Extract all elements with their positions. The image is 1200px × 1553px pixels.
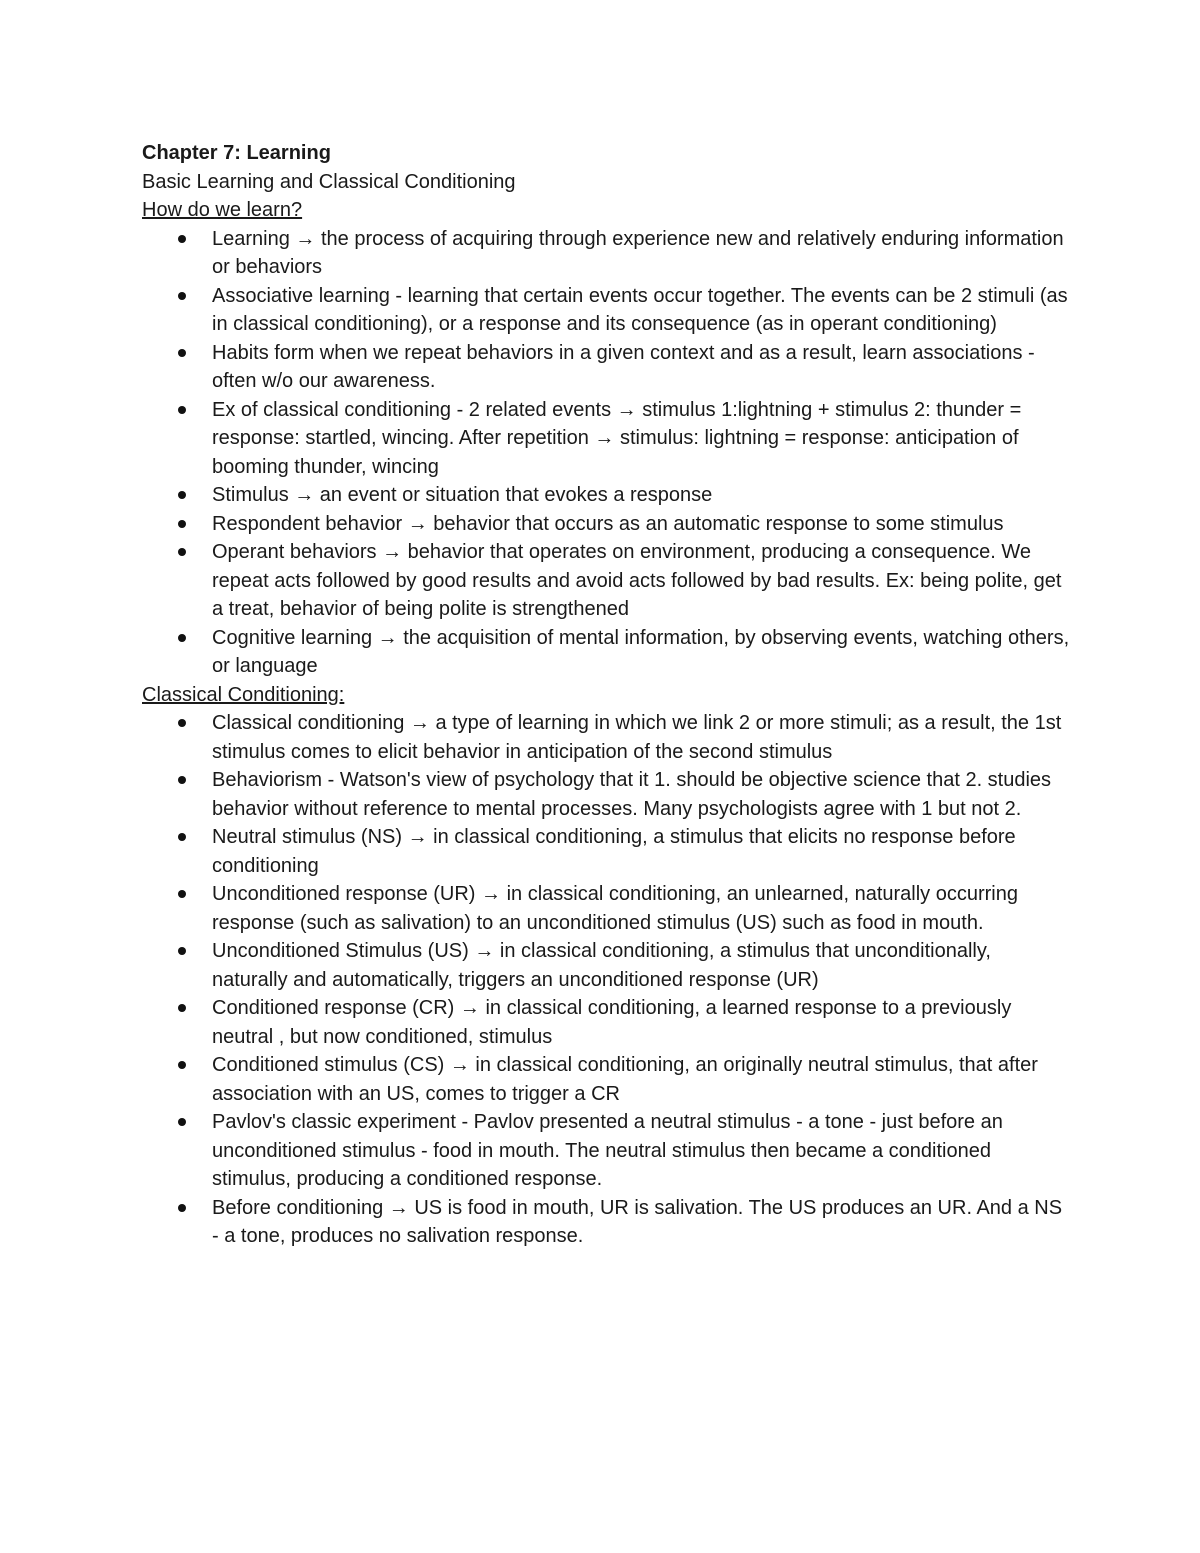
bullet-icon — [178, 548, 186, 556]
document-title: Chapter 7: Learning — [142, 142, 331, 164]
list-item — [212, 880, 1072, 937]
list-item — [212, 1051, 1072, 1108]
bullet-icon — [178, 890, 186, 898]
list-item-text: Behaviorism - Watson's view of psychology that it 1. should be objective science that 2. studies behavior without reference to mental processes. Many psychologists agree with 1 but not 2. — [212, 769, 1052, 820]
bullet-icon — [178, 1004, 186, 1012]
bullet-icon — [178, 1118, 186, 1126]
bullet-icon — [178, 1061, 186, 1069]
list-item-text: Operant behaviors → behavior that operates on environment, producing a consequence. We repeat acts followed by good results and avoid acts followed by bad results. Ex: being polite, get a treat, behavior of being polite is strengthened — [212, 541, 1062, 620]
list-item-text: Conditioned stimulus (CS) → in classical conditioning, an originally neutral stimulus, that after association with an US, comes to trigger a CR — [212, 1054, 1038, 1105]
bullet-icon — [178, 719, 186, 727]
bullet-icon — [178, 235, 186, 243]
list-item — [212, 282, 1072, 339]
list-item-text: Pavlov's classic experiment - Pavlov presented a neutral stimulus - a tone - just before an unconditioned stimulus - food in mouth. The neutral stimulus then became a conditioned stimulus, producing a conditioned response. — [212, 1111, 1003, 1190]
list-item — [212, 339, 1072, 396]
list-item — [212, 994, 1072, 1051]
list-item — [212, 481, 1072, 510]
bullet-icon — [178, 833, 186, 841]
list-item-text: Conditioned response (CR) → in classical conditioning, a learned response to a previously neutral , but now conditioned, stimulus — [212, 997, 1012, 1048]
list-item — [212, 225, 1072, 282]
section-heading: How do we learn? — [142, 199, 303, 221]
bullet-icon — [178, 292, 186, 300]
list-item — [212, 766, 1072, 823]
bullet-icon — [178, 947, 186, 955]
list-item-text: Respondent behavior → behavior that occurs as an automatic response to some stimulus — [212, 512, 1004, 535]
list-item-text: Stimulus → an event or situation that evokes a response — [212, 484, 713, 506]
bullet-list — [142, 225, 1072, 681]
list-item — [212, 1108, 1072, 1194]
list-item-text: Unconditioned response (UR) → in classical conditioning, an unlearned, naturally occurring response (such as salivation) to an unconditioned stimulus (US) such as food in mouth. — [212, 883, 1018, 934]
section-classical-conditioning — [142, 681, 1072, 1251]
bullet-icon — [178, 406, 186, 414]
list-item-text: Neutral stimulus (NS) → in classical conditioning, a stimulus that elicits no response before conditioning — [212, 826, 1016, 877]
list-item — [212, 624, 1072, 681]
list-item — [212, 396, 1072, 482]
list-item-text: Ex of classical conditioning - 2 related events → stimulus 1:lightning + stimulus 2: thunder = response: startled, wincing. After repetition → stimulus: lightning = response: anticipation of booming thunder, wincing — [212, 398, 1022, 478]
document-page — [142, 139, 1072, 1251]
list-item — [212, 937, 1072, 994]
bullet-icon — [178, 349, 186, 357]
list-item-text: Cognitive learning → the acquisition of mental information, by observing events, watching others, or language — [212, 626, 1070, 677]
list-item — [212, 538, 1072, 624]
list-item-text: Learning → the process of acquiring through experience new and relatively enduring information or behaviors — [212, 227, 1064, 278]
bullet-icon — [178, 634, 186, 642]
list-item-text: Before conditioning → US is food in mouth, UR is salivation. The US produces an UR. And a NS - a tone, produces no salivation response. — [212, 1196, 1063, 1247]
bullet-icon — [178, 776, 186, 784]
list-item-text: Classical conditioning → a type of learning in which we link 2 or more stimuli; as a result, the 1st stimulus comes to elicit behavior in anticipation of the second stimulus — [212, 712, 1062, 763]
list-item — [212, 823, 1072, 880]
bullet-icon — [178, 1204, 186, 1212]
list-item — [212, 1194, 1072, 1251]
document-subtitle: Basic Learning and Classical Conditioning — [142, 170, 516, 193]
list-item-text: Habits form when we repeat behaviors in a given context and as a result, learn associations - often w/o our awareness. — [212, 341, 1035, 392]
section-heading: Classical Conditioning: — [142, 683, 345, 706]
list-item — [212, 709, 1072, 766]
bullet-list — [142, 709, 1072, 1251]
bullet-icon — [178, 520, 186, 528]
bullet-icon — [178, 491, 186, 499]
list-item-text: Unconditioned Stimulus (US) → in classical conditioning, a stimulus that unconditionally, naturally and automatically, triggers an unconditioned response (UR) — [212, 940, 991, 991]
section-how-do-we-learn — [142, 196, 1072, 681]
list-item — [212, 510, 1072, 539]
list-item-text: Associative learning - learning that certain events occur together. The events can be 2 stimuli (as in classical conditioning), or a response and its consequence (as in operant conditioning) — [212, 284, 1068, 335]
